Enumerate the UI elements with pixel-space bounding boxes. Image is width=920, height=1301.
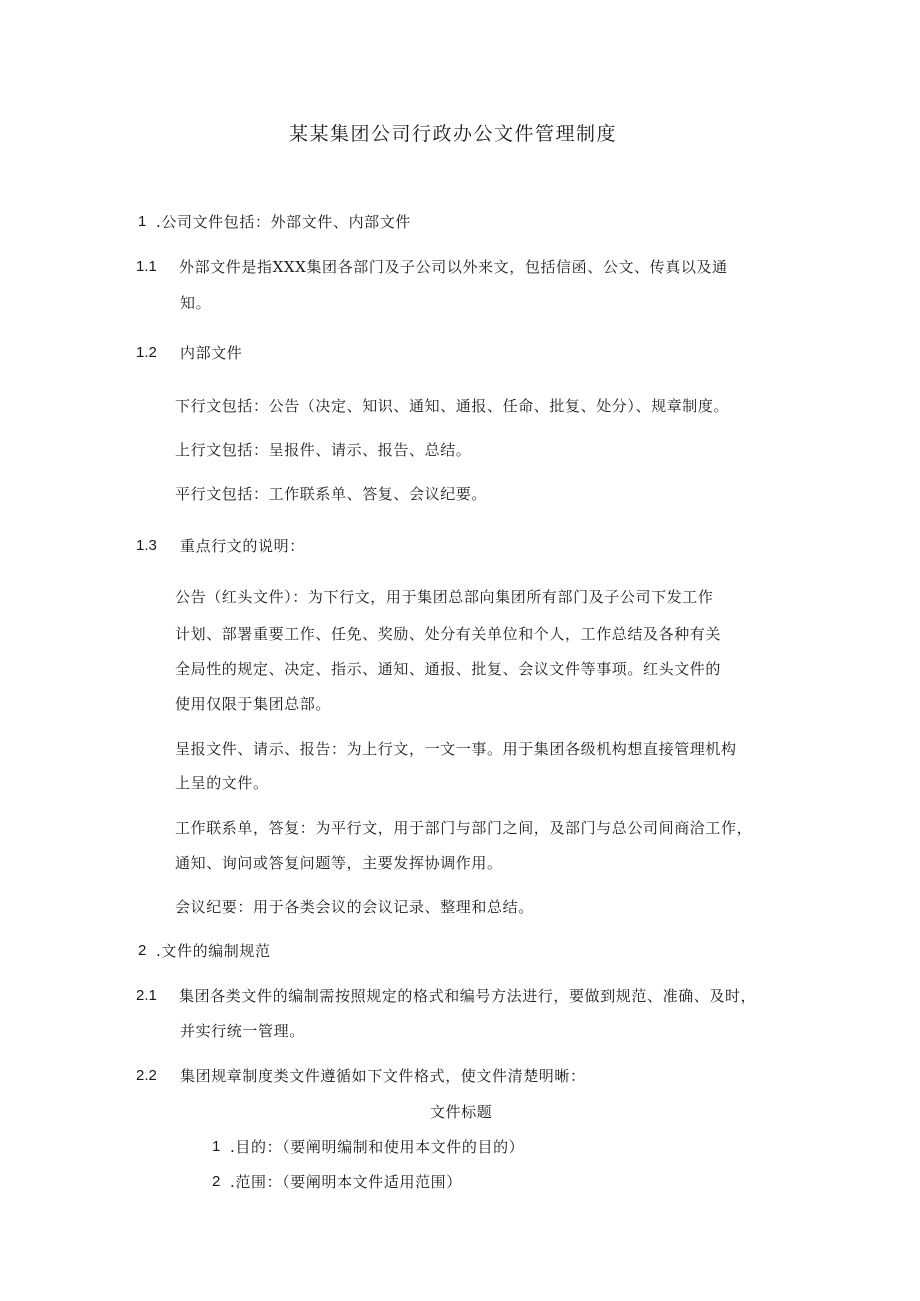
report-line-2: 上呈的文件。 [175, 774, 269, 792]
template-item-2-text: .范围：（要阐明本文件适用范围） [230, 1173, 462, 1191]
section-1-2-downward: 下行文包括：公告（决定、知识、通知、通报、任命、批复、处分）、规章制度。 [175, 397, 730, 415]
template-title: 文件标题 [430, 1103, 493, 1121]
section-1-heading: .公司文件包括：外部文件、内部文件 [156, 213, 411, 231]
section-2-1-number: 2.1 [136, 987, 157, 1004]
report-line-1: 呈报文件、请示、报告：为上行文，一文一事。用于集团各级机构想直接管理机构 [175, 740, 737, 758]
section-2-number: 2 [138, 942, 147, 959]
section-1-number: 1 [138, 213, 147, 230]
section-1-3-heading: 重点行文的说明： [180, 537, 305, 555]
section-1-1-line-2: 知。 [180, 294, 212, 312]
template-item-1-number: 1 [212, 1138, 221, 1155]
section-1-2-parallel: 平行文包括：工作联系单、答复、会议纪要。 [175, 485, 488, 503]
section-2-1-line-2: 并实行统一管理。 [180, 1022, 305, 1040]
minutes-line: 会议纪要：用于各类会议的会议记录、整理和总结。 [175, 898, 534, 916]
section-1-1-number: 1.1 [136, 258, 157, 275]
section-2-heading: .文件的编制规范 [156, 942, 271, 960]
section-1-3-number: 1.3 [136, 537, 157, 554]
announcement-line-3: 全局性的规定、决定、指示、通知、通报、批复、会议文件等事项。红头文件的 [175, 660, 722, 678]
announcement-line-4: 使用仅限于集团总部。 [175, 695, 332, 713]
section-2-1-line-1: 集团各类文件的编制需按照规定的格式和编号方法进行，要做到规范、准确、及时， [179, 987, 757, 1005]
liaison-line-2: 通知、询问或答复问题等，主要发挥协调作用。 [175, 854, 503, 872]
announcement-line-1: 公告（红头文件）：为下行文，用于集团总部向集团所有部门及子公司下发工作 [175, 588, 714, 606]
document-title: 某某集团公司行政办公文件管理制度 [289, 123, 618, 145]
template-item-1-text: .目的：（要阐明编制和使用本文件的目的） [230, 1138, 525, 1156]
section-1-2-heading: 内部文件 [180, 344, 243, 362]
announcement-line-2: 计划、部署重要工作、任免、奖励、处分有关单位和个人，工作总结及各种有关 [175, 625, 722, 643]
section-2-2-number: 2.2 [136, 1067, 157, 1084]
section-1-2-number: 1.2 [136, 344, 157, 361]
liaison-line-1: 工作联系单，答复：为平行文，用于部门与部门之间，及部门与总公司间商洽工作， [175, 819, 753, 837]
template-item-2-number: 2 [212, 1173, 221, 1190]
section-1-1-line-1: 外部文件是指XXX集团各部门及子公司以外来文，包括信函、公文、传真以及通 [179, 258, 728, 276]
section-2-2-line-1: 集团规章制度类文件遵循如下文件格式，使文件清楚明晰： [180, 1067, 586, 1085]
section-1-2-upward: 上行文包括：呈报件、请示、报告、总结。 [175, 441, 472, 459]
